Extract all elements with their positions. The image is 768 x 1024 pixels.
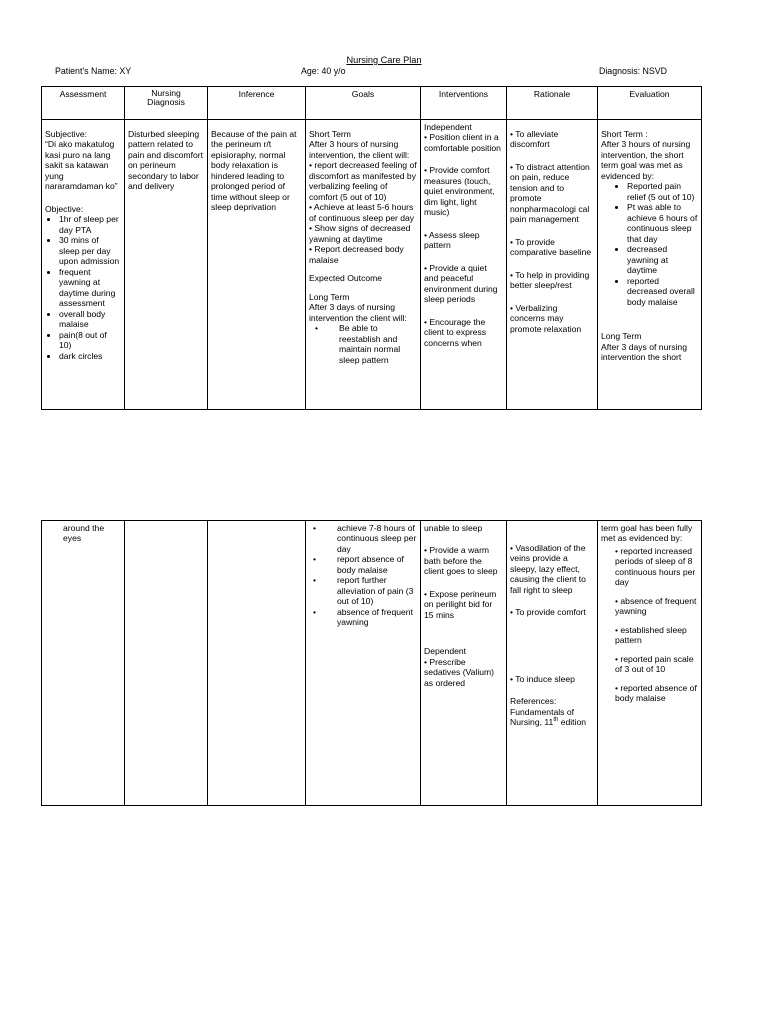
- intervention-item: • Position client in a comfortable position: [424, 132, 501, 153]
- objective-label: Objective:: [45, 203, 84, 214]
- goal-item: • Report decreased body malaise: [309, 244, 404, 265]
- goals-cell: [306, 521, 421, 806]
- evaluation-cell: [598, 120, 702, 410]
- interventions-cell: [421, 120, 507, 410]
- inference-cell: [208, 521, 306, 806]
- goal-item-text: report further alleviation of pain (3 out of 10): [337, 575, 414, 607]
- list-item: • Pt was able to achieve 6 hours of continuous sleep that day: [627, 202, 698, 244]
- bullet-icon: •: [313, 523, 317, 533]
- evaluation-item: • reported increased periods of sleep of 8 continuous hours per day: [615, 545, 696, 588]
- header-inference: Inference: [208, 87, 306, 120]
- nursing-diagnosis-text: Disturbed sleeping pattern related to pain and discomfort on perineum secondary to labor and delivery: [128, 129, 203, 192]
- bullet-icon: •: [315, 323, 319, 334]
- evaluation-cell: [598, 521, 702, 806]
- goal-item: [309, 575, 417, 606]
- diagnosis-label: Diagnosis: NSVD: [599, 66, 667, 76]
- list-item: • dark circles: [59, 351, 121, 361]
- goals-short-term-label: Short Term: [309, 129, 351, 139]
- rationale-item: • To alleviate discomfort: [510, 129, 559, 150]
- evaluation-long-term-intro: After 3 days of nursing intervention the short: [601, 341, 687, 363]
- expected-outcome-label: Expected Outcome: [309, 273, 383, 284]
- goals-short-term-intro: After 3 hours of nursing intervention, the client will:: [309, 139, 410, 160]
- intervention-continuation: unable to sleep: [424, 523, 483, 533]
- goal-item: [309, 523, 417, 554]
- patient-name: Patient’s Name: XY: [55, 66, 132, 76]
- list-item: • Reported pain relief (5 out of 10): [627, 181, 698, 202]
- rationale-item: • Verbalizing concerns may promote relaxation: [510, 302, 582, 334]
- references-edition: edition: [558, 717, 587, 728]
- intervention-item: • Assess sleep pattern: [424, 229, 480, 251]
- intervention-item: • Encourage the client to express concerns when: [424, 316, 487, 348]
- header-row: [42, 87, 702, 120]
- rationale-item: • Vasodilation of the veins provide a sleepy, lazy effect, causing the client to fall right to sleep: [510, 543, 586, 595]
- goal-item-text: Be able to reestablish and maintain normal sleep pattern: [339, 323, 401, 365]
- evaluation-short-term-label: Short Term :: [601, 129, 648, 139]
- header-rationale: Rationale: [507, 87, 598, 120]
- content-row: [42, 120, 702, 410]
- list-item: • 30 mins of sleep per day upon admission: [59, 235, 121, 266]
- goals-long-term-intro: After 3 days of nursing intervention the client will:: [309, 302, 407, 323]
- subjective-text: “Di ako makatulog kasi puro na lang sakit sa katawan yung nararamdaman ko”: [45, 139, 118, 192]
- bullet-icon: •: [313, 575, 317, 586]
- goal-item: • report decreased feeling of discomfort as manifested by verbalizing feeling of comfort (5 out of 10): [309, 160, 417, 202]
- header-nursing-diagnosis: Nursing Diagnosis: [125, 87, 208, 120]
- evaluation-item: • reported absence of body malaise: [615, 682, 697, 704]
- care-plan-table-page1: [41, 86, 702, 410]
- rationale-cell: [507, 120, 598, 410]
- rationale-item: • To provide comfort: [510, 607, 586, 618]
- dependent-label: Dependent: [424, 646, 467, 657]
- header-interventions: Interventions: [421, 87, 507, 120]
- rationale-cell: [507, 521, 598, 806]
- evaluation-item: • established sleep pattern: [615, 624, 687, 646]
- objective-list: [45, 214, 121, 361]
- intervention-item: • Prescribe sedatives (Valium) as ordered: [424, 656, 495, 688]
- content-row: [42, 521, 702, 806]
- intervention-item: • Provide a quiet and peaceful environment during sleep periods: [424, 262, 498, 305]
- plan-title: Nursing Care Plan: [346, 55, 422, 65]
- rationale-item: • To provide comparative baseline: [510, 236, 592, 258]
- goal-item: [309, 323, 417, 365]
- evaluation-list: [601, 181, 698, 307]
- list-item: • reported decreased overall body malaise: [627, 276, 698, 307]
- rationale-item: • To distract attention on pain, reduce tension and to promote nonpharmacologi cal pain management: [510, 161, 590, 225]
- rationale-item: • To induce sleep: [510, 673, 575, 684]
- header-assessment: Assessment: [42, 87, 125, 120]
- rationale-item: • To help in providing better sleep/rest: [510, 269, 590, 291]
- evaluation-continuation: term goal has been fully met as evidenced by:: [601, 523, 693, 544]
- care-plan-table-page2: [41, 520, 702, 806]
- patient-age: Age: 40 y/o: [301, 66, 346, 76]
- evaluation-long-term-label: Long Term: [601, 331, 642, 342]
- list-item: • 1hr of sleep per day PTA: [59, 214, 121, 235]
- evaluation-item: • reported pain scale of 3 out of 10: [615, 653, 694, 675]
- header-goals: Goals: [306, 87, 421, 120]
- goal-item-text: achieve 7-8 hours of continuous sleep per day: [337, 523, 417, 554]
- header-evaluation: Evaluation: [598, 87, 702, 120]
- list-item: • overall body malaise: [59, 309, 121, 330]
- assessment-cell: [42, 120, 125, 410]
- inference-text: Because of the pain at the perineum r/t episioraphy, normal body relaxation is hindered leading to prolonged period of time without sleep or sleep deprivation: [211, 129, 297, 213]
- goal-item: [309, 554, 417, 575]
- assessment-cell: [42, 521, 125, 806]
- interventions-cell: [421, 521, 507, 806]
- independent-label: Independent: [424, 122, 472, 132]
- goal-item-text: report absence of body malaise: [337, 554, 404, 575]
- list-item: • pain(8 out of 10): [59, 330, 121, 351]
- subjective-label: Subjective:: [45, 129, 88, 139]
- intervention-item: • Provide comfort measures (touch, quiet environment, dim light, light music): [424, 165, 495, 218]
- evaluation-short-term-intro: After 3 hours of nursing intervention, the short term goal was met as evidenced by:: [601, 139, 691, 181]
- inference-cell: [208, 120, 306, 410]
- references-text: [510, 707, 594, 728]
- goal-item: [309, 607, 417, 628]
- nursing-diagnosis-cell: [125, 521, 208, 806]
- nursing-diagnosis-cell: [125, 120, 208, 410]
- intervention-item: • Provide a warm bath before the client goes to sleep: [424, 545, 498, 577]
- goal-item: • Achieve at least 5-6 hours of continuous sleep per day: [309, 202, 415, 223]
- bullet-icon: •: [313, 606, 317, 617]
- goal-item: • Show signs of decreased yawning at daytime: [309, 223, 411, 244]
- goals-long-term-label: Long Term: [309, 291, 350, 302]
- list-item: • frequent yawning at daytime during assessment: [59, 267, 121, 309]
- list-item: • decreased yawning at daytime: [627, 244, 698, 275]
- references-title: Fundamentals of Nursing, 11: [510, 706, 575, 728]
- references-superscript: th: [553, 717, 559, 724]
- bullet-icon: •: [313, 554, 317, 565]
- goal-item-text: absence of frequent yawning: [337, 606, 413, 628]
- evaluation-item: • absence of frequent yawning: [615, 595, 697, 617]
- goals-cell: [306, 120, 421, 410]
- intervention-item: • Expose perineum on perilight bid for 15 mins: [424, 588, 497, 620]
- assessment-continuation: around the eyes: [63, 523, 105, 544]
- references-label: References:: [510, 696, 557, 707]
